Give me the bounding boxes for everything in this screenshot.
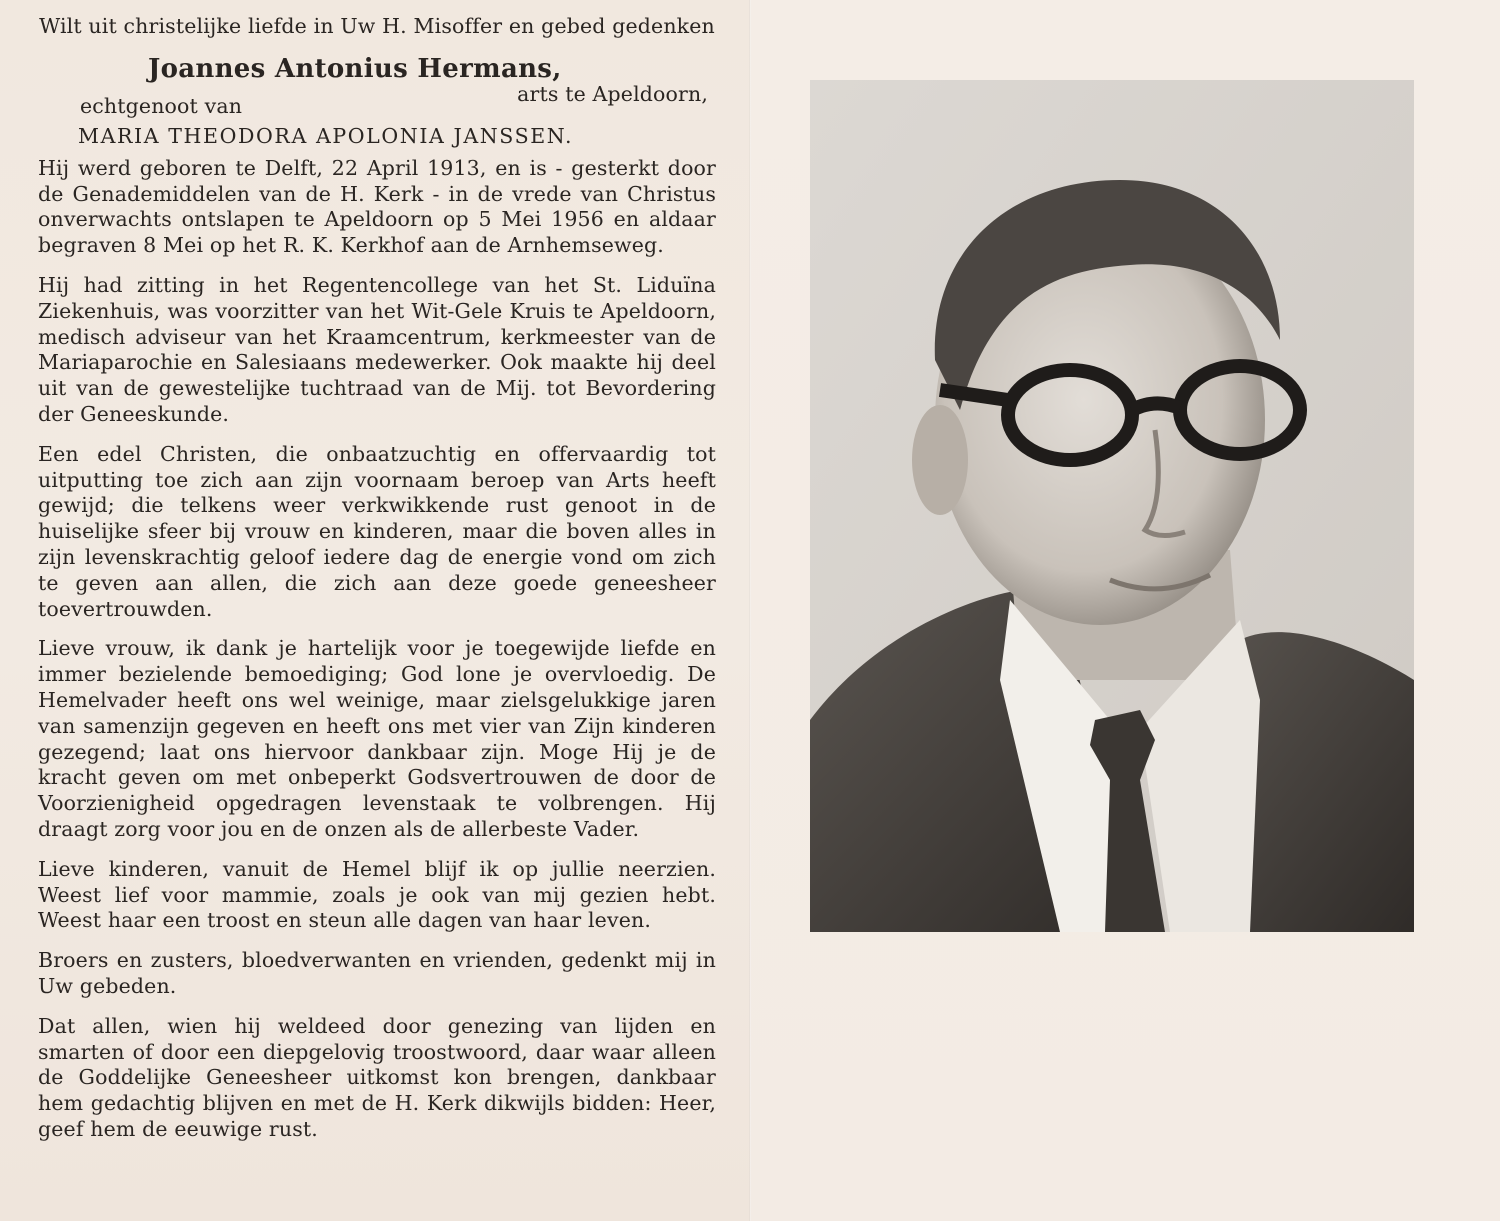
paragraph-birth-death: Hij werd geboren te Delft, 22 April 1913, en is - gesterkt door de Genademiddelen van de H. Kerk - in de vrede van Christus onverwachts ontslapen te Apeldoorn op 5 Mei 1956 en aldaar begraven 8 Mei op het R. K. Kerkhof aan de Arnhemseweg. bbox=[38, 155, 716, 258]
memorial-text bbox=[38, 14, 716, 1157]
wife-name: MARIA THEODORA APOLONIA JANSSEN. bbox=[78, 123, 574, 148]
paragraph-family: Broers en zusters, bloedverwanten en vrienden, gedenkt mij in Uw gebeden. bbox=[38, 948, 716, 998]
paragraph-career: Hij had zitting in het Regentencollege van het St. Liduïna Ziekenhuis, was voorzitter van het Wit-Gele Kruis te Apeldoorn, medisch adviseur van het Kraamcentrum, kerkmeester van de Mariaparochie en Salesiaans medewerker. Ook maakte hij deel uit van de gewestelijke tuchtraad van de Mij. tot Bevordering der Geneeskunde. bbox=[38, 272, 716, 426]
paragraph-prayer: Dat allen, wien hij weldeed door genezing van lijden en smarten of door een diepgelovig troostwoord, daar waar alleen de Goddelijke Geneesheer uitkomst kon brengen, dankbaar hem gedachtig blijven en met de H. Kerk dikwijls bidden: Heer, geef hem de eeuwige rust. bbox=[38, 1013, 716, 1141]
spouse-row bbox=[38, 81, 716, 118]
paragraph-wife: Lieve vrouw, ik dank je hartelijk voor je toegewijde liefde en immer bezielende bemoediging; God lone je overvloedig. De Hemelvader heeft ons wel weinige, maar zielsgelukkige jaren van samenzijn gegeven en heeft ons met vier van Zijn kinderen gezegend; laat ons hiervoor dankbaar zijn. Moge Hij je de kracht geven om met onbeperkt Godsvertrouwen de door de Voorzienigheid opgedragen levenstaak te volbrengen. Hij draagt zorg voor jou en de onzen als de allerbeste Vader. bbox=[38, 636, 716, 841]
paragraph-character: Een edel Christen, die onbaatzuchtig en offervaardig tot uitputting toe zich aan zijn voornaam beroep van Arts heeft gewijd; die telkens weer verkwikkende rust genoot in de huiselijke sfeer bij vrouw en kinderen, maar die boven alles in zijn levenskrachtig geloof iedere dag de energie vond om zich te geven aan allen, die zich aan deze goede geneesheer toevertrouwden. bbox=[38, 441, 716, 621]
deceased-name: Joannes Antonius Hermans, bbox=[148, 53, 562, 84]
paragraph-children: Lieve kinderen, vanuit de Hemel blijf ik op jullie neerzien. Weest lief voor mammie, zoals je ook van mij gezien hebt. Weest haar een troost en steun alle dagen van haar leven. bbox=[38, 856, 716, 933]
card-fold bbox=[749, 0, 751, 1221]
portrait-photo bbox=[810, 80, 1414, 932]
intro-text: Wilt uit christelijke liefde in Uw H. Misoffer en gebed gedenken bbox=[39, 14, 715, 38]
spouse-of-label: echtgenoot van bbox=[80, 93, 243, 118]
profession-text: arts te Apeldoorn, bbox=[517, 81, 708, 106]
